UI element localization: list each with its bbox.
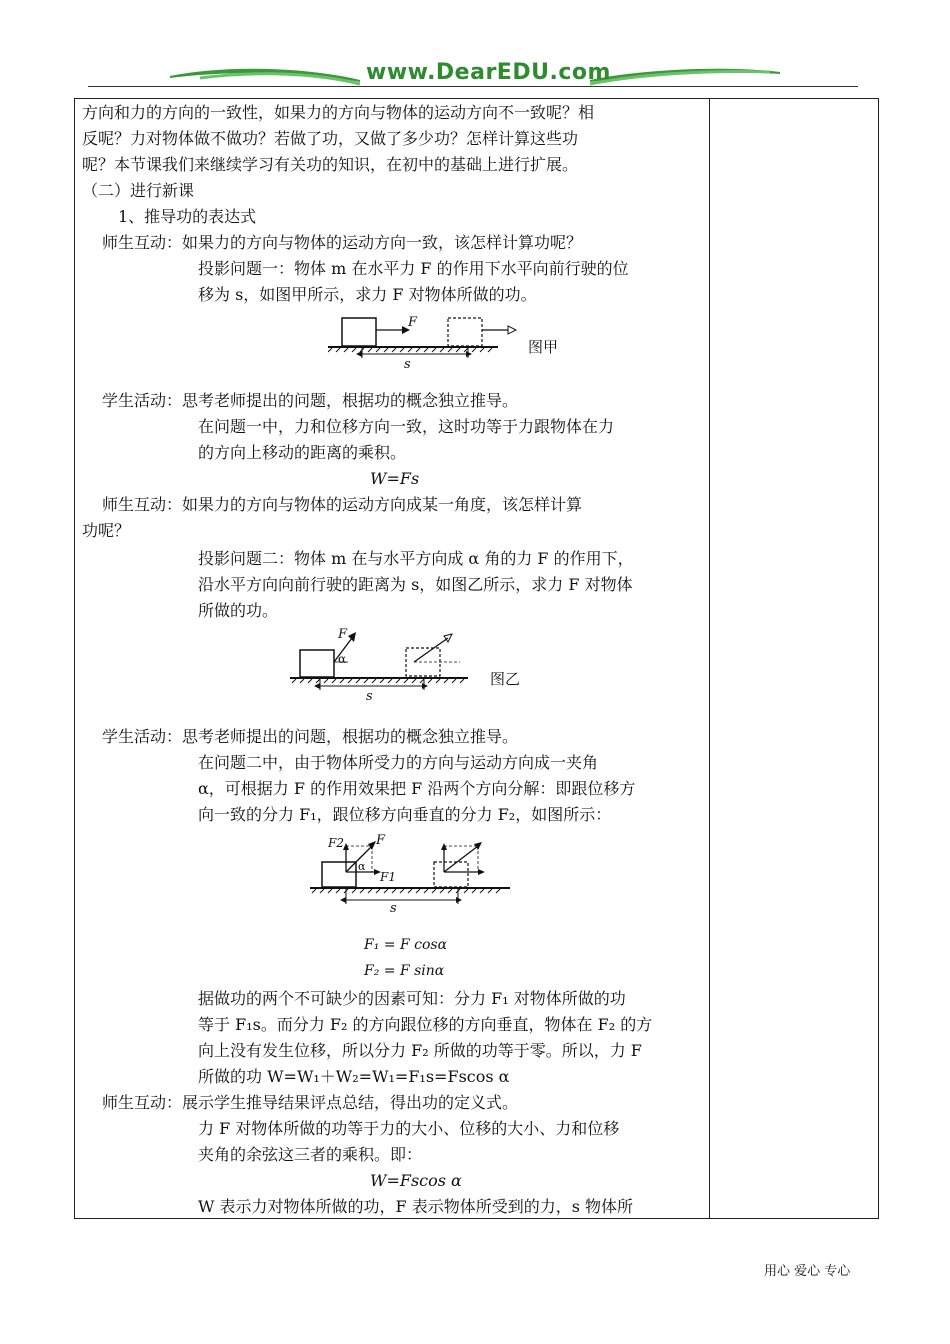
section-heading: （二）进行新课: [82, 181, 195, 200]
footer-motto: 用心 爱心 专心: [764, 1264, 851, 1279]
text-line: 所做的功 W=W₁＋W₂=W₁=F₁s=Fscos α: [198, 1067, 510, 1086]
angle-label: α: [338, 652, 347, 666]
f2-label: F2: [328, 836, 344, 850]
column-divider: [709, 99, 710, 1218]
text-line: 功呢？: [82, 521, 131, 540]
formula-work-definition: W=Fscos α: [370, 1171, 462, 1190]
text-line: 学生活动：思考老师提出的问题，根据功的概念独立推导。: [102, 727, 519, 746]
text-line: 在问题一中，力和位移方向一致，这时功等于力跟物体在力: [198, 417, 615, 436]
figure-caption: 图甲: [528, 338, 559, 356]
header-rule: [88, 86, 858, 87]
text-line: W 表示力对物体所做的功，F 表示物体所受到的力，s 物体所: [198, 1197, 634, 1216]
header-logo: [170, 62, 780, 88]
figure-yi: [290, 624, 580, 704]
text-line: 夹角的余弦这三者的乘积。即：: [198, 1145, 423, 1164]
text-line: 师生互动：展示学生推导结果评点总结，得出功的定义式。: [102, 1093, 519, 1112]
text-line: 在问题二中，由于物体所受力的方向与运动方向成一夹角: [198, 753, 599, 772]
text-line: 投影问题二：物体 m 在与水平方向成 α 角的力 F 的作用下，: [198, 549, 634, 568]
text-line: 师生互动：如果力的方向与物体的运动方向一致，该怎样计算功呢？: [102, 233, 583, 252]
text-line: 反呢？力对物体做不做功？若做了功，又做了多少功？怎样计算这些功: [82, 129, 579, 148]
f1-label: F1: [380, 870, 396, 884]
text-line: 沿水平方向向前行驶的距离为 s，如图乙所示，求力 F 对物体: [198, 575, 633, 594]
displacement-label: s: [390, 901, 397, 916]
displacement-label: s: [404, 357, 411, 372]
force-label: F: [408, 315, 418, 330]
formula-f1: F₁ = F cosα: [364, 937, 448, 953]
force-label: F: [376, 833, 386, 848]
text-line: 所做的功。: [198, 601, 279, 620]
text-line: 的方向上移动的距离的乘积。: [198, 443, 407, 462]
text-line: 师生互动：如果力的方向与物体的运动方向成某一角度，该怎样计算: [102, 495, 583, 514]
figure-jia: [328, 312, 588, 374]
formula-w-fs: W=Fs: [370, 469, 420, 488]
text-line: 学生活动：思考老师提出的问题，根据功的概念独立推导。: [102, 391, 519, 410]
angle-label: α: [358, 860, 366, 873]
figure-decomposition: [310, 832, 520, 920]
figure-caption: 图乙: [490, 670, 521, 688]
text-line: 据做功的两个不可缺少的因素可知：分力 F₁ 对物体所做的功: [198, 989, 626, 1008]
text-line: 向一致的分力 F₁，跟位移方向垂直的分力 F₂，如图所示：: [198, 805, 612, 824]
text-line: 力 F 对物体所做的功等于力的大小、位移的大小、力和位移: [198, 1119, 620, 1138]
text-line: 移为 s，如图甲所示，求力 F 对物体所做的功。: [198, 285, 537, 304]
site-name: www.DearEDU.com: [366, 60, 611, 85]
text-line: 向上没有发生位移，所以分力 F₂ 所做的功等于零。所以，力 F: [198, 1041, 642, 1060]
text-line: 等于 F₁s。而分力 F₂ 的方向跟位移的方向垂直，物体在 F₂ 的方: [198, 1015, 653, 1034]
text-line: 投影问题一：物体 m 在水平力 F 的作用下水平向前行驶的位: [198, 259, 629, 278]
displacement-label: s: [366, 689, 373, 704]
force-label: F: [338, 627, 348, 642]
text-line: 方向和力的方向的一致性，如果力的方向与物体的运动方向不一致呢？相: [82, 103, 595, 122]
subsection-heading: 1、推导功的表达式: [118, 207, 257, 226]
text-line: α，可根据力 F 的作用效果把 F 沿两个方向分解：即跟位移方: [198, 779, 636, 798]
text-line: 呢？本节课我们来继续学习有关功的知识，在初中的基础上进行扩展。: [82, 155, 579, 174]
formula-f2: F₂ = F sinα: [364, 963, 445, 979]
